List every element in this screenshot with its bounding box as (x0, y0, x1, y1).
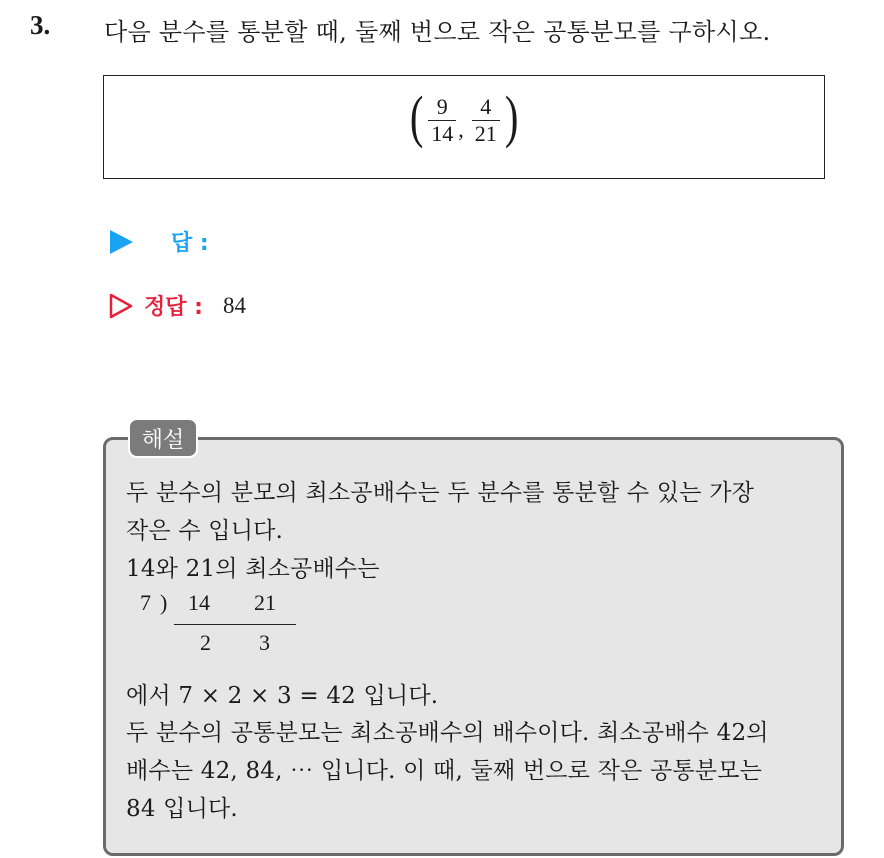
solution-line-6: 배수는 42, 84, ⋯ 입니다. 이 때, 둘째 번으로 작은 공통분모는 (126, 758, 763, 784)
fraction-separator: , (458, 116, 464, 142)
division-divisor: 7 (140, 590, 151, 615)
correct-answer-label: 정답 : (144, 295, 203, 320)
outline-triangle-icon (108, 293, 134, 319)
division-line (174, 624, 296, 625)
fraction-box (103, 75, 825, 179)
division-dividend-1: 14 (188, 590, 210, 615)
division-ladder (140, 590, 310, 660)
solution-tab: 해설 (128, 418, 198, 458)
solution-line-2: 작은 수 입니다. (126, 518, 284, 544)
division-dividend-2: 21 (254, 590, 276, 615)
play-triangle-icon (110, 230, 133, 254)
answer-label: 답 : (171, 231, 209, 256)
solution-line-7: 84 입니다. (126, 796, 238, 822)
fraction-1 (428, 94, 456, 147)
division-paren: ) (160, 590, 168, 615)
left-paren: ( (409, 83, 424, 149)
fraction-2 (472, 94, 500, 147)
fraction-1-numerator: 9 (436, 94, 448, 119)
fraction-expression (104, 83, 824, 149)
question-number: 3. (30, 10, 51, 40)
fraction-2-denominator: 21 (474, 121, 497, 146)
fraction-1-denominator: 14 (431, 121, 454, 146)
correct-answer-value: 84 (222, 292, 246, 318)
answer-row (110, 226, 209, 257)
solution-line-4: 에서 7 × 2 × 3 = 42 입니다. (126, 683, 439, 709)
solution-line-1: 두 분수의 분모의 최소공배수는 두 분수를 통분할 수 있는 가장 (126, 480, 755, 506)
solution-line-5: 두 분수의 공통분모는 최소공배수의 배수이다. 최소공배수 42의 (126, 720, 769, 746)
correct-answer-row (108, 290, 246, 321)
fraction-2-numerator: 4 (480, 94, 492, 119)
solution-line-3: 14와 21의 최소공배수는 (126, 556, 380, 582)
question-text: 다음 분수를 통분할 때, 둘째 번으로 작은 공통분모를 구하시오. (104, 18, 771, 46)
right-paren: ) (504, 83, 519, 149)
division-quotient-2: 3 (259, 630, 270, 655)
division-quotient-1: 2 (200, 630, 211, 655)
